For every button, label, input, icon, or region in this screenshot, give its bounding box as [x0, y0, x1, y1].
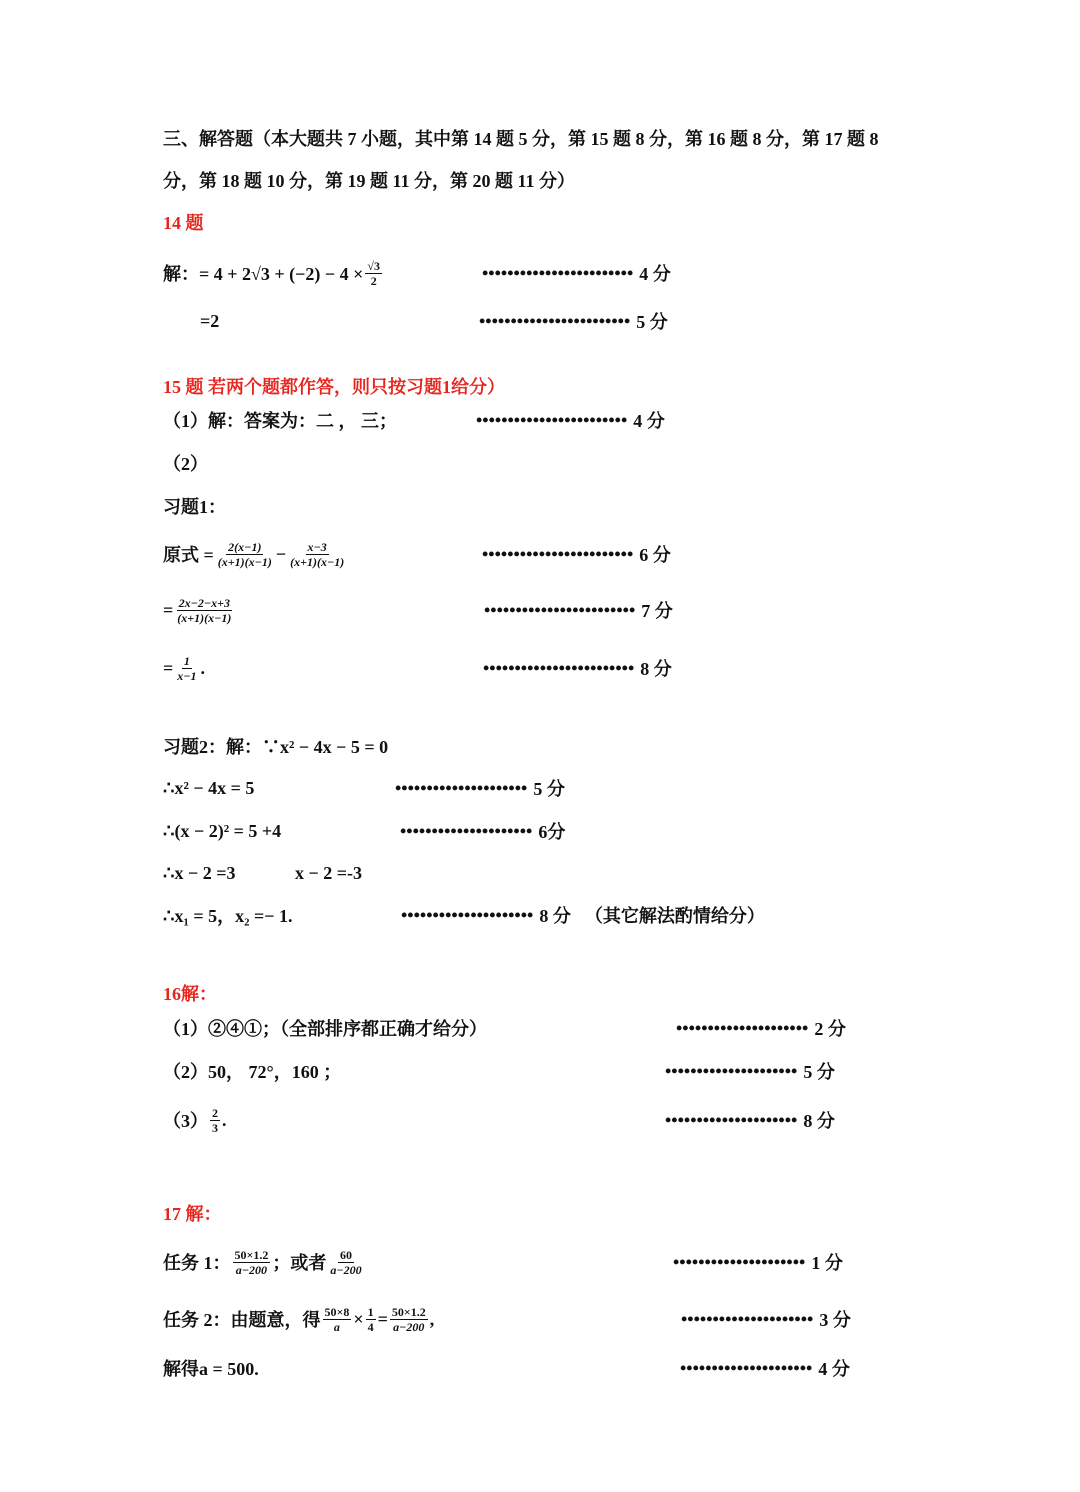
denominator: (x+1)(x−1) — [290, 554, 345, 569]
numerator: x−3 — [307, 539, 327, 554]
fraction — [175, 654, 198, 683]
denominator: x−1 — [177, 668, 197, 683]
numerator: 2x−2−x+3 — [178, 595, 230, 610]
comma: , — [429, 1308, 435, 1329]
math-line: ∴x − 2 =3 — [163, 862, 236, 883]
denominator: a — [333, 1319, 340, 1334]
math-line: 解得a = 500. — [163, 1359, 259, 1379]
q14-title: 14 题 — [163, 213, 204, 233]
numerator: 2(x−1) — [228, 539, 262, 554]
q15-part1 — [163, 405, 665, 435]
numerator: 1 — [367, 1304, 374, 1319]
score: 3 分 — [819, 1310, 851, 1330]
answer-text: （1）②④①；（全部排序都正确才给分） — [163, 1019, 487, 1039]
score: 8 分 — [803, 1111, 835, 1131]
fraction — [210, 1106, 220, 1135]
numerator: 60 — [339, 1247, 352, 1262]
fraction — [323, 1305, 352, 1334]
q14-expr-group — [163, 259, 482, 288]
q16-title: 16解： — [163, 984, 217, 1004]
note: （其它解法酌情给分） — [584, 906, 765, 926]
denominator: 2 — [370, 273, 377, 288]
expr-group — [163, 1106, 665, 1135]
label: 原式 = — [163, 545, 214, 565]
leader-dots: ••••••••••••••••••••• — [673, 1251, 806, 1272]
score: 6 分 — [639, 545, 671, 565]
score: 1 分 — [811, 1253, 843, 1273]
text: ；或者 — [272, 1253, 327, 1273]
leader-dots: •••••••••••••••••••••••• — [484, 599, 636, 620]
numerator: 1 — [183, 653, 190, 668]
exercise1-step2 — [163, 595, 673, 625]
section-header-line2: 分，第 18 题 10 分，第 19 题 11 分，第 20 题 11 分） — [163, 171, 576, 191]
expr-group — [163, 1248, 673, 1277]
numerator: 50×8 — [324, 1304, 350, 1319]
leader-dots: •••••••••••••••••••••••• — [479, 310, 631, 331]
exercise2-step2 — [163, 816, 565, 846]
expr-group — [163, 596, 484, 625]
score: 4 分 — [633, 411, 665, 431]
score: 5 分 — [636, 312, 668, 332]
score: 4 分 — [818, 1359, 850, 1379]
q17-task1 — [163, 1247, 843, 1277]
q14-line1 — [163, 258, 671, 288]
exercise1-step1 — [163, 539, 671, 569]
q16-part2 — [163, 1056, 835, 1086]
fraction — [366, 1305, 376, 1334]
fraction — [390, 1305, 428, 1334]
label: 任务 2：由题意，得 — [163, 1310, 321, 1330]
denominator: a−200 — [393, 1319, 425, 1334]
fraction — [233, 1248, 271, 1277]
q15-part2: （2） — [163, 454, 208, 474]
q14-result: =2 — [200, 310, 220, 331]
numerator: √3 — [367, 258, 381, 273]
denominator: (x+1)(x−1) — [177, 610, 232, 625]
denominator: a−200 — [330, 1262, 362, 1277]
leader-dots: •••••••••••••••••••••••• — [476, 409, 628, 430]
math-line: x − 2 =-3 — [295, 862, 363, 883]
label: 任务 1： — [163, 1253, 231, 1273]
score: 7 分 — [641, 601, 673, 621]
denominator: (x+1)(x−1) — [217, 554, 272, 569]
score: 5 分 — [533, 779, 565, 799]
leader-dots: •••••••••••••••••••••••• — [483, 657, 635, 678]
math-line: ∴x₁ = 5，x₂ =− 1. — [163, 906, 293, 926]
answer-text: （2）50， 72°，160 ； — [163, 1062, 342, 1082]
score: 5 分 — [803, 1062, 835, 1082]
leader-dots: •••••••••••••••••••••••• — [482, 543, 634, 564]
q17-task2 — [163, 1304, 851, 1334]
math-line: ∴(x − 2)² = 5 +4 — [163, 820, 282, 841]
leader-dots: ••••••••••••••••••••• — [681, 1308, 814, 1329]
q14-expr: 解：= 4 + 2√3 + (−2) − 4 × — [163, 264, 364, 284]
expr-group — [163, 654, 483, 683]
score: 2 分 — [814, 1019, 846, 1039]
score: 8 分 — [539, 906, 571, 926]
label: （3） — [163, 1111, 208, 1131]
fraction — [175, 596, 233, 625]
expr-group — [163, 1305, 681, 1334]
denominator: a−200 — [235, 1262, 268, 1277]
fraction — [288, 540, 346, 569]
section-header-line1: 三、解答题（本大题共 7 小题，其中第 14 题 5 分，第 15 题 8 分，第 16 题 8 分，第 17 题 8 — [163, 129, 879, 149]
q14-line2 — [200, 306, 668, 336]
operator: = — [377, 1308, 388, 1329]
exercise1-title: 习题1： — [163, 497, 226, 517]
leader-dots: ••••••••••••••••••••• — [665, 1109, 798, 1130]
score: 8 分 — [640, 659, 672, 679]
q17-title: 17 解： — [163, 1204, 222, 1224]
answer-text: （1）解：答案为：二 ， 三； — [163, 411, 397, 431]
operator: − — [275, 543, 287, 564]
leader-dots: ••••••••••••••••••••• — [400, 820, 533, 841]
q15-title: 15 题 若两个题都作答，则只按习题1给分） — [163, 377, 505, 397]
expr-group — [163, 540, 482, 569]
leader-dots: ••••••••••••••••••••• — [401, 904, 534, 925]
equals: = — [163, 599, 174, 620]
score: 6分 — [538, 822, 566, 842]
denominator: 3 — [212, 1120, 218, 1135]
q16-part3 — [163, 1105, 835, 1135]
fraction — [365, 259, 382, 288]
numerator: 50×1.2 — [234, 1247, 269, 1262]
numerator: 2 — [212, 1105, 218, 1120]
period: . — [200, 657, 206, 678]
numerator: 50×1.2 — [391, 1304, 426, 1319]
operator: × — [353, 1308, 364, 1329]
q16-part1 — [163, 1013, 846, 1043]
equals: = — [163, 657, 174, 678]
exercise1-step3 — [163, 653, 672, 683]
fraction — [328, 1248, 363, 1277]
period: . — [222, 1109, 227, 1130]
exercise2-step3 — [163, 858, 362, 888]
leader-dots: ••••••••••••••••••••• — [395, 777, 528, 798]
leader-dots: ••••••••••••••••••••• — [665, 1060, 798, 1081]
fraction — [216, 540, 274, 569]
leader-dots: ••••••••••••••••••••• — [680, 1357, 813, 1378]
q17-result — [163, 1353, 850, 1383]
exercise2-step4 — [163, 900, 765, 930]
leader-dots: ••••••••••••••••••••• — [676, 1017, 809, 1038]
math-line: ∴x² − 4x = 5 — [163, 777, 255, 798]
exercise2-title: 习题2：解：∵x² − 4x − 5 = 0 — [163, 737, 389, 757]
score: 4 分 — [639, 264, 671, 284]
denominator: 4 — [367, 1319, 374, 1334]
exercise2-step1 — [163, 773, 565, 803]
leader-dots: •••••••••••••••••••••••• — [482, 262, 634, 283]
